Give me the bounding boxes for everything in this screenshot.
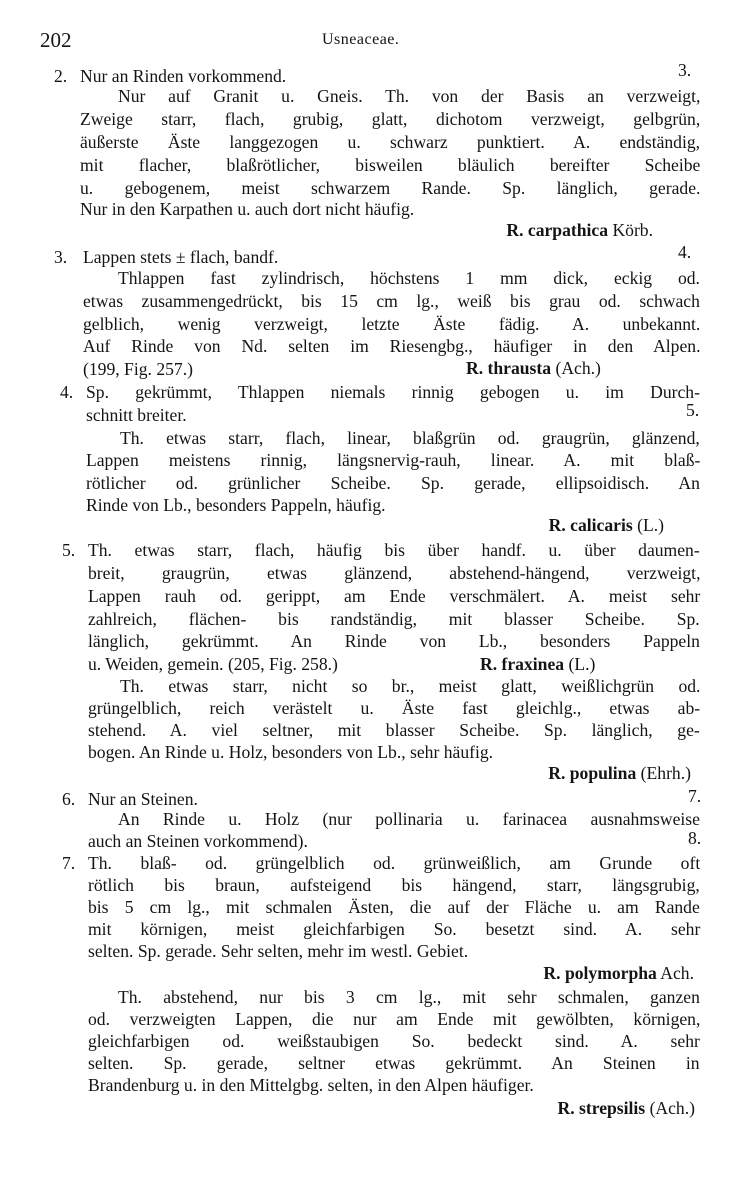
text-line: äußerste Äste langgezogen u. schwarz punktiert. A. endständig, [80,132,701,152]
text-line: breit, graugrün, etwas glänzend, abstehend-hängend, verzweigt, [88,563,701,583]
text-line: zahlreich, flächen- bis randständig, mit blasser Scheibe. Sp. [88,609,700,629]
text-line: länglich, gekrümmt. An Rinde von Lb., besonders Pappeln [88,631,700,651]
text-line: Lappen meistens rinnig, längsnervig-rauh, linear. A. mit blaß- [86,450,701,470]
species-epithet: calicaris [570,515,633,535]
text-line: bogen. An Rinde u. Holz, besonders von Lb., sehr häufig. [88,742,494,762]
text-line: etwas zusammengedrückt, bis 15 cm lg., weiß bis grau od. schwach [83,291,700,311]
text-line: Zweige starr, flach, grubig, glatt, dichotom verzweigt, gelbgrün, [80,109,701,129]
text-line: bis 5 cm lg., mit schmalen Ästen, die auf der Fläche u. am Rande [88,897,700,917]
species-epithet: populina [569,763,637,783]
species-name [466,360,601,378]
text-line: Brandenburg u. in den Mittelgbg. selten, in den Alpen häufiger. [88,1075,534,1095]
text-line: Th. etwas starr, nicht so br., meist glatt, weißlichgrün od. [120,676,701,696]
species-epithet: carpathica [527,220,609,240]
species-author: Körb. [612,220,653,240]
species-name [557,1100,695,1118]
text-line: gelblich, wenig verzweigt, letzte Äste fädig. A. unbekannt. [83,314,701,334]
species-genus: R. [506,220,524,240]
couplet-ref: 5. [686,400,700,420]
text-line: schnitt breiter. [86,405,187,425]
species-name [543,965,694,983]
species-name [506,222,653,240]
text-line: mit körnigen, meist gleichfarbigen So. besetzt sind. A. sehr [88,919,701,939]
species-name [480,656,595,674]
species-genus: R. [480,654,498,674]
text-line: u. Weiden, gemein. (205, Fig. 258.) [88,654,338,674]
species-genus: R. [548,515,566,535]
couplet-ref: 7. [688,786,702,806]
couplet-number-4: 4. [60,382,74,402]
species-author: (L.) [637,515,664,535]
text-line: Lappen stets ± flach, bandf. [83,247,279,267]
couplet-number-6: 6. [62,789,76,809]
species-author: (L.) [568,654,596,674]
text-line: Nur an Steinen. [88,789,198,809]
running-title: Usneaceae. [322,31,400,48]
text-line: Th. etwas starr, flach, linear, blaßgrün od. graugrün, glänzend, [120,428,700,448]
text-line: Th. blaß- od. grüngelblich od. grünweißlich, am Grunde oft [88,853,701,873]
species-genus: R. [548,763,566,783]
species-name [548,765,691,783]
text-line: Rinde von Lb., besonders Pappeln, häufig. [86,495,386,515]
text-line: Lappen rauh od. gerippt, am Ende verschmälert. A. meist sehr [88,586,701,606]
text-line: rötlich bis braun, aufsteigend bis hängend, starr, längsgrubig, [88,875,700,895]
species-author: (Ehrh.) [640,763,691,783]
text-line: (199, Fig. 257.) [83,359,193,379]
species-epithet: thrausta [487,358,552,378]
text-line: Th. abstehend, nur bis 3 cm lg., mit sehr schmalen, ganzen [118,987,700,1007]
text-line: od. verzweigten Lappen, die nur am Ende mit gewölbten, körnigen, [88,1009,701,1029]
text-line: selten. Sp. gerade, seltner etwas gekrümmt. An Steinen in [88,1053,700,1073]
text-line: gleichfarbigen od. weißstaubigen So. bedeckt sind. A. sehr [88,1031,700,1051]
species-author: (Ach.) [555,358,601,378]
couplet-number-7: 7. [62,853,76,873]
species-genus: R. [557,1098,575,1118]
couplet-number-2: 2. [54,66,68,86]
text-line: Nur an Rinden vorkommend. [80,66,287,86]
text-line: Thlappen fast zylindrisch, höchstens 1 mm dick, eckig od. [118,268,700,288]
couplet-ref: 8. [688,828,702,848]
couplet-number-5: 5. [62,540,76,560]
text-line: An Rinde u. Holz (nur pollinaria u. farinacea ausnahmsweise [118,809,700,829]
species-epithet: fraxinea [501,654,565,674]
species-genus: R. [543,963,561,983]
species-author: (Ach.) [649,1098,695,1118]
text-line: Nur auf Granit u. Gneis. Th. von der Basis an verzweigt, [118,86,701,106]
text-line: Nur in den Karpathen u. auch dort nicht häufig. [80,199,415,219]
text-line: stehend. A. viel seltner, mit blasser Scheibe. Sp. länglich, ge- [88,720,700,740]
couplet-ref: 4. [678,242,692,262]
couplet-ref: 3. [678,60,692,80]
species-genus: R. [466,358,484,378]
text-line: mit flacher, blaßrötlicher, bisweilen bläulich bereifter Scheibe [80,155,701,175]
text-line: rötlicher od. grünlicher Scheibe. Sp. gerade, ellipsoidisch. An [86,473,700,493]
species-name [549,517,664,535]
species-epithet: strepsilis [579,1098,646,1118]
text-line: u. gebogenem, meist schwarzem Rande. Sp. länglich, gerade. [80,178,701,198]
species-epithet: polymorpha [564,963,657,983]
species-author: Ach. [660,963,694,983]
page-number: 202 [40,28,72,52]
text-line: grüngelblich, reich verästelt u. Äste fast gleichlg., etwas ab- [88,698,701,718]
couplet-number-3: 3. [54,247,68,267]
text-line: selten. Sp. gerade. Sehr selten, mehr im westl. Gebiet. [88,941,469,961]
text-line: Th. etwas starr, flach, häufig bis über handf. u. über daumen- [88,540,700,560]
text-line: auch an Steinen vorkommend). [88,831,308,851]
text-line: Auf Rinde von Nd. selten im Riesengbg., häufiger in den Alpen. [83,336,701,356]
text-line: Sp. gekrümmt, Thlappen niemals rinnig gebogen u. im Durch- [86,382,700,402]
